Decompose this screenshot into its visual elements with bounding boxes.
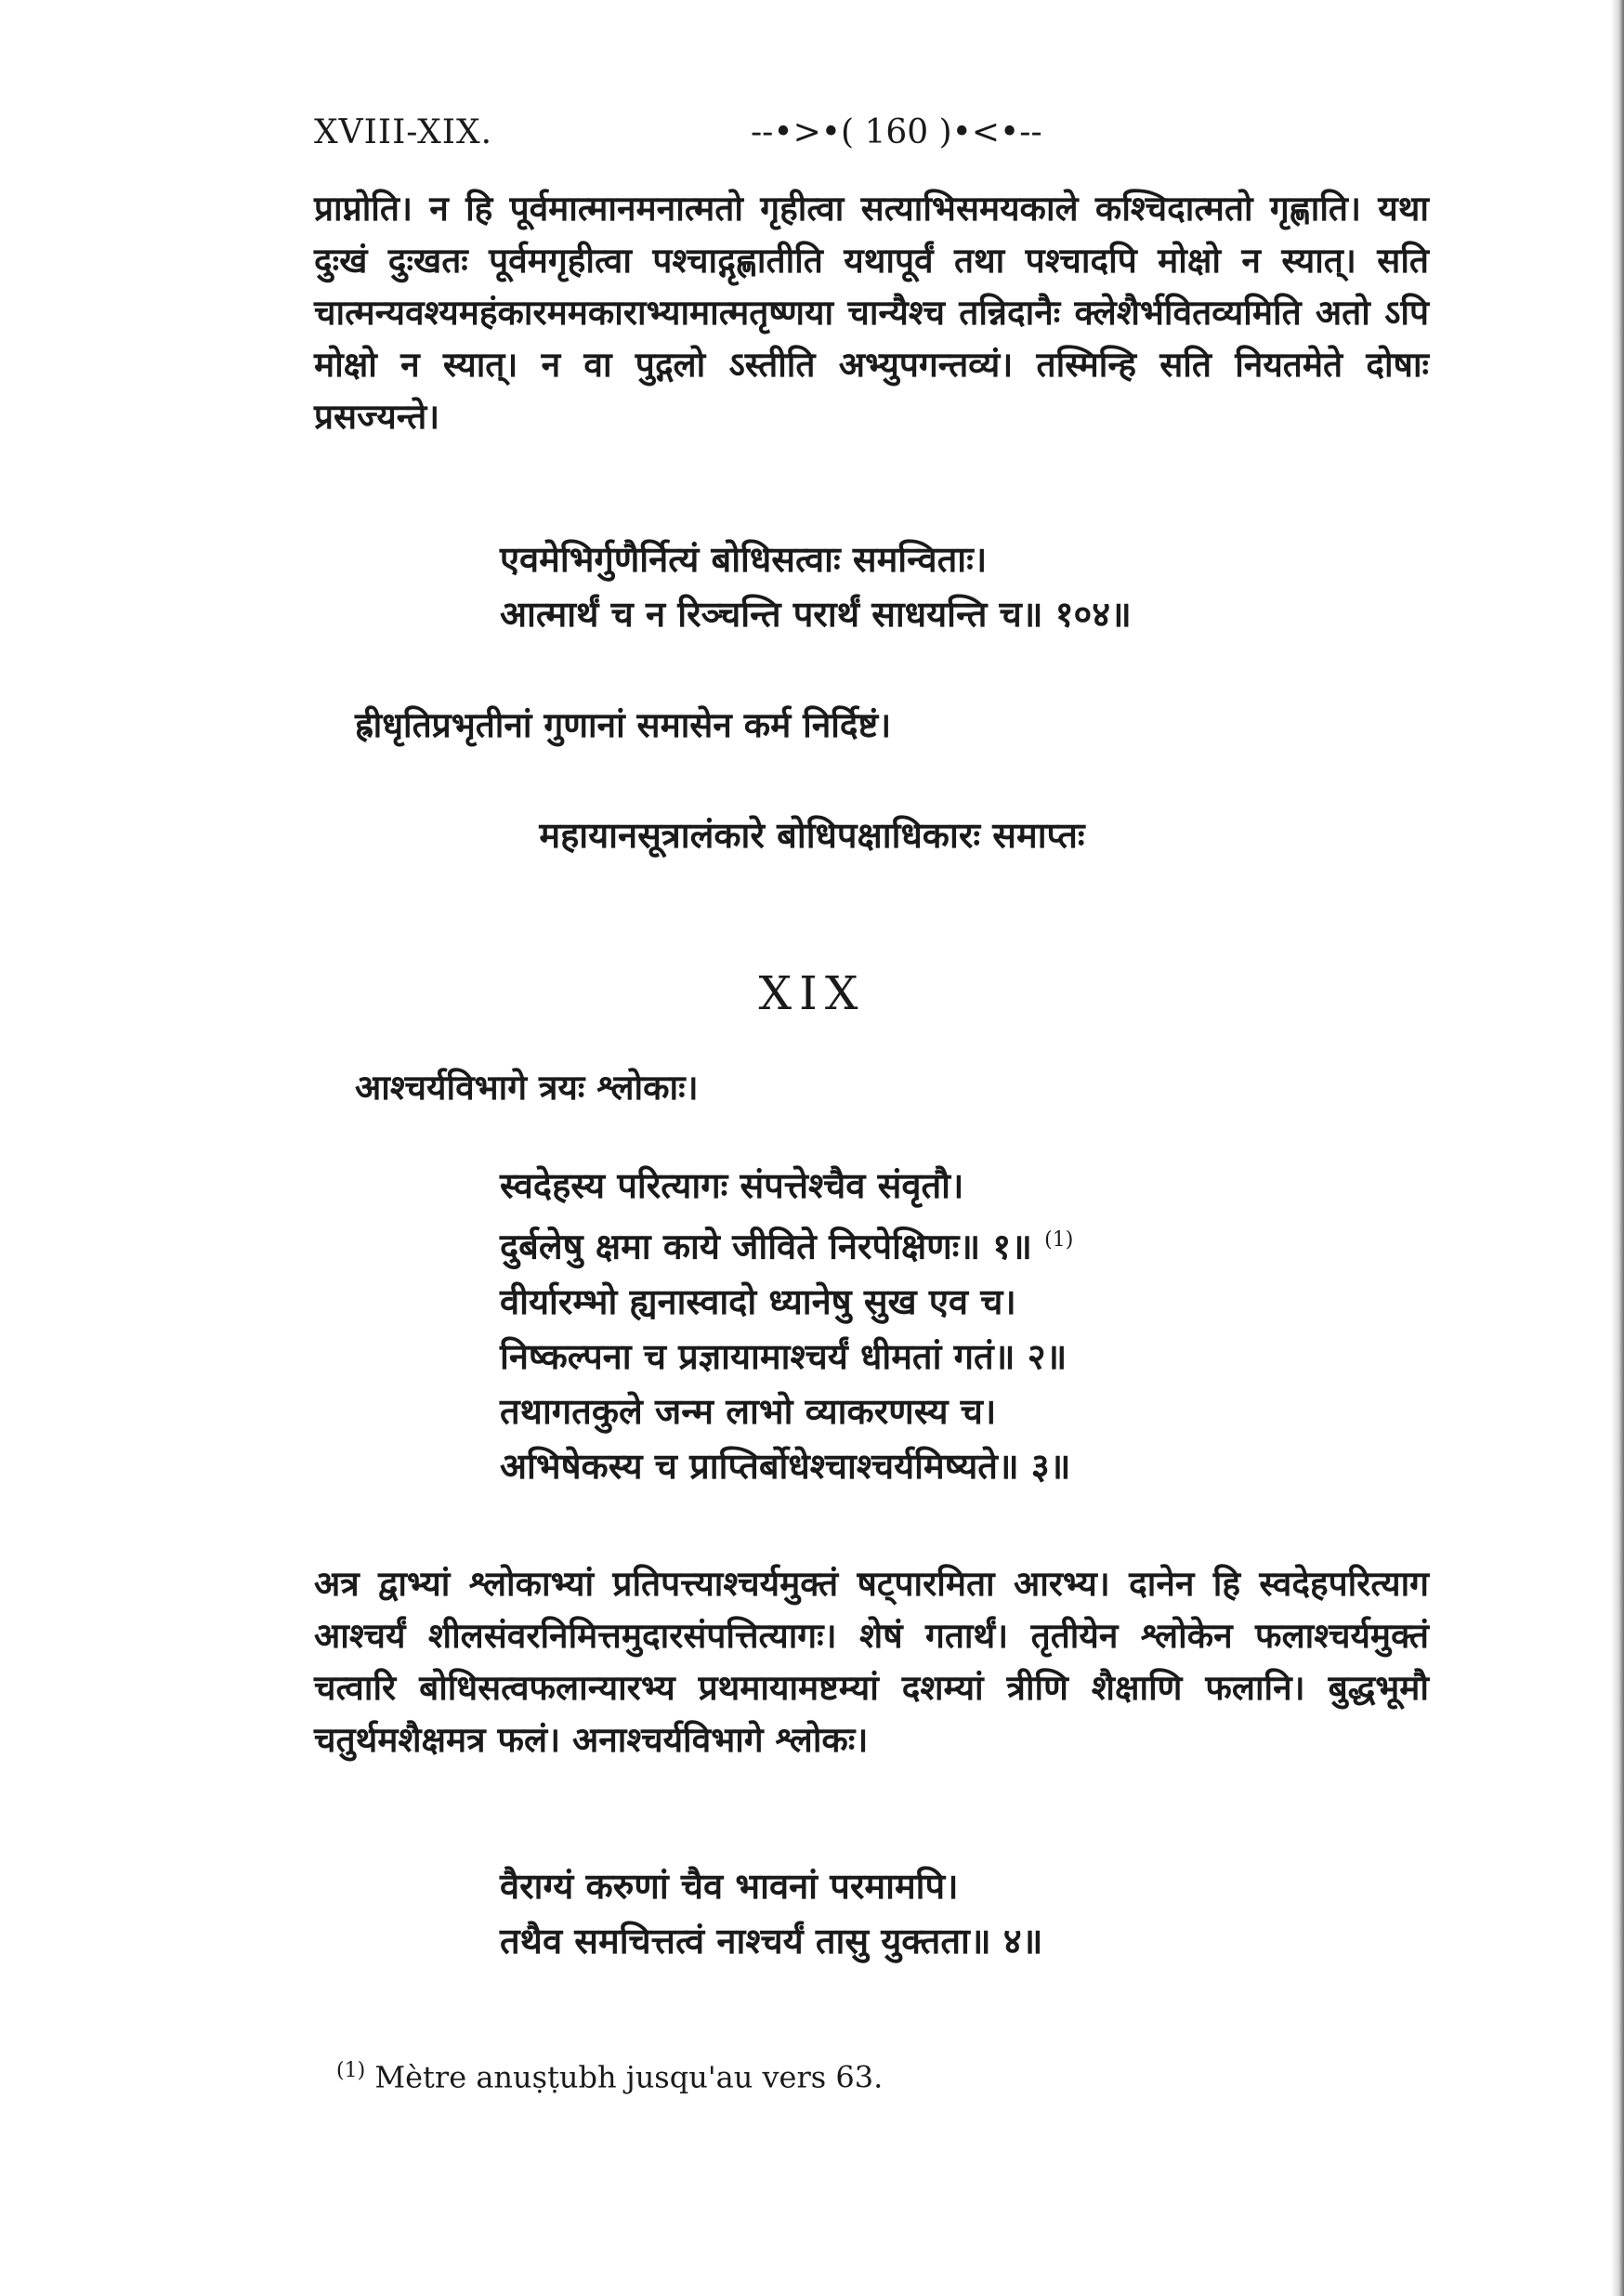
verse-line: आत्मार्थं च न रिञ्चन्ति परार्थं साधयन्ति च॥ १०४॥ [500,593,1132,635]
chapter-colophon: महायानसूत्रालंकारे बोधिपक्षाधिकारः समाप्तः [539,814,1085,856]
footnote-number: (1) [336,2059,366,2082]
verse-line: तथागतकुले जन्म लाभो व्याकरणस्य च। [500,1389,997,1432]
summary-text: ह्रीधृतिप्रभृतीनां गुणानां समासेन कर्म निर्दिष्टं। [355,704,892,745]
verse-line: तथैव समचित्तत्वं नाश्चर्यं तासु युक्तता॥ ४॥ [500,1920,1043,1961]
intro-text: आश्चर्यविभागे त्रयः श्लोकाः। [355,1067,699,1108]
running-head: XVIII-XIX. [314,113,493,151]
footnote [336,2059,1358,2095]
commentary-paragraph-2 [314,1557,1429,1765]
verse-line: वीर्यारम्भो ह्यनास्वादो ध्यानेषु सुख एव च। [500,1279,1016,1322]
verse-4 [500,1858,1336,1968]
page-edge-shadow [1611,0,1624,2296]
verse-line: एवमेभिर्गुणैर्नित्यं बोधिसत्वाः समन्विताः। [500,538,988,580]
chapter-heading: XIX [758,966,866,1020]
verse-line: स्वदेहस्य परित्यागः संपत्तेश्चैव संवृतौ। [500,1164,964,1206]
summary-line [355,699,1470,751]
paragraph-text: प्राप्नोति। न हि पूर्वमात्मानमनात्मतो गृहीत्वा सत्याभिसमयकाले कश्चिदात्मतो गृह्णाति। यथा दुःखं दुःखतः पूर्वमगृहीत्वा पश्चाद्गृह्णातीति यथापूर्वं तथा पश्चादपि मोक्षो न स्यात्। सति चात्मन्यवश्यमहंकारममकाराभ्यामात्मतृष्णया चान्यैश्च तन्निदानैः क्लेशैर्भवितव्यमिति अतो ऽपि मोक्षो न स्यात्। न वा पुद्गलो ऽस्तीति अभ्युपगन्तव्यं। तस्मिन्हि सति नियतमेते दोषाः प्रसज्यन्ते। [314,188,1429,437]
verse-line: निष्कल्पना च प्रज्ञायामाश्चर्यं धीमतां गतं॥ २॥ [500,1334,1067,1377]
footnote-marker: (1) [1044,1228,1074,1252]
verse-text: दुर्बलेषु क्षमा काये जीविते निरपेक्षिणः॥ १॥ [500,1225,1032,1267]
verse-104 [500,531,1336,641]
page-header [314,113,1429,158]
page-number: --•>•( 160 )•<•-- [751,113,1042,151]
verse-line: वैराग्यं करुणां चैव भावनां परमामपि। [500,1865,959,1907]
paragraph-text: अत्र द्वाभ्यां श्लोकाभ्यां प्रतिपत्त्याश्चर्यमुक्तं षट्पारमिता आरभ्य। दानेन हि स्वदेहपरित्याग आश्चर्यं शीलसंवरनिमित्तमुदारसंपत्तित्यागः। शेषं गतार्थं। तृतीयेन श्लोकेन फलाश्चर्यमुक्तं चत्वारि बोधिसत्वफलान्यारभ्य प्रथमायामष्टम्यां दशम्यां त्रीणि शैक्षाणि फलानि। बुद्धभूमौ चतुर्थमशैक्षमत्र फलं। अनाश्चर्यविभागे श्लोकः। [314,1563,1429,1760]
intro-line [355,1061,1470,1113]
verse-line [500,1213,1336,1274]
commentary-paragraph-1 [314,182,1429,442]
verse-line: अभिषेकस्य च प्राप्तिर्बोधेश्चाश्चर्यमिष्यते॥ ३॥ [500,1444,1071,1487]
verses-1-3 [500,1158,1336,1493]
footnote-text: Mètre anuṣṭubh jusqu'au vers 63. [374,2059,884,2095]
